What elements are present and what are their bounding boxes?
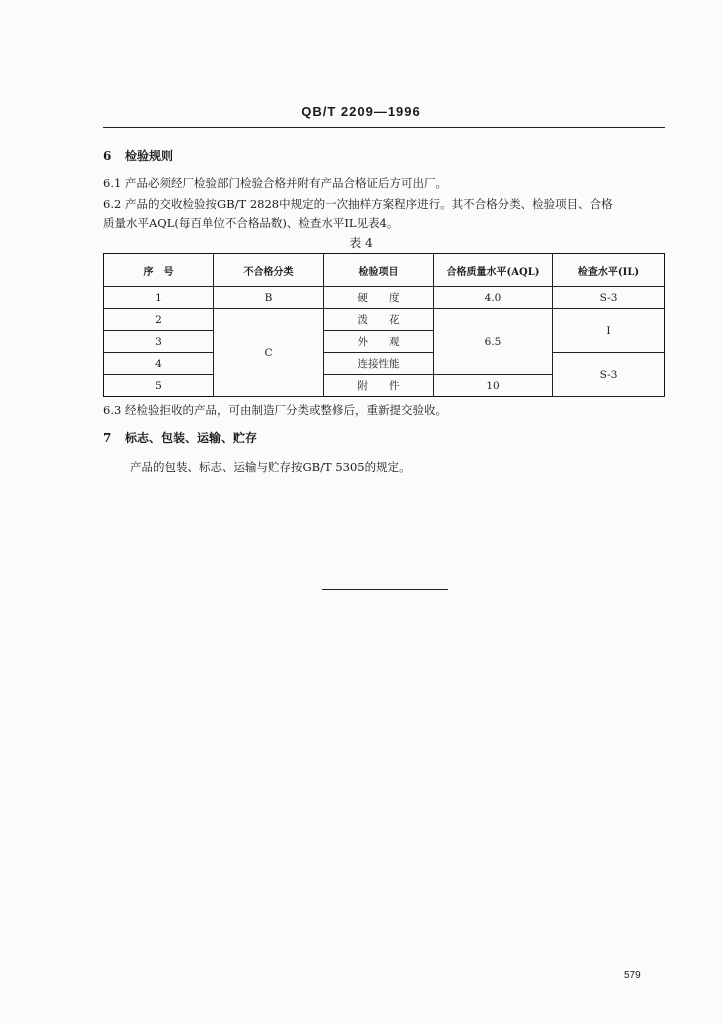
header-class: 不合格分类 xyxy=(214,254,324,287)
item-cell: 硬 度 xyxy=(324,287,434,309)
aql-cell: 10 xyxy=(434,375,553,397)
clause-6-2-number: 6.2 xyxy=(103,197,122,211)
clause-6-3-text: 经检验拒收的产品，可由制造厂分类或整修后，重新提交验收。 xyxy=(125,403,447,417)
section-6-heading xyxy=(103,147,173,165)
seq-cell: 5 xyxy=(104,375,214,397)
clause-6-2-text-line1: 产品的交收检验按GB/T 2828中规定的一次抽样方案程序进行。其不合格分类、检验项目、合格 xyxy=(125,197,613,211)
section-7-number: 7 xyxy=(103,431,112,445)
clause-6-1-text: 产品必须经厂检验部门检验合格并附有产品合格证后方可出厂。 xyxy=(125,176,447,190)
page-number: 579 xyxy=(624,970,641,981)
item-cell: 外 观 xyxy=(324,331,434,353)
standard-code-header: QB/T 2209—1996 xyxy=(301,104,421,119)
item-cell: 附 件 xyxy=(324,375,434,397)
il-cell-merged: Ⅰ xyxy=(553,309,665,353)
seq-cell: 2 xyxy=(104,309,214,331)
aql-cell-merged: 6.5 xyxy=(434,309,553,375)
class-c-cell: C xyxy=(214,309,324,397)
section-7-title: 标志、包装、运输、贮存 xyxy=(125,431,258,445)
seq-cell: 3 xyxy=(104,331,214,353)
table-caption: 表 4 xyxy=(349,236,373,250)
aql-cell: 4.0 xyxy=(434,287,553,309)
section-6-title: 检验规则 xyxy=(125,149,174,163)
clause-6-2-text-line2: 质量水平AQL(每百单位不合格品数)、检查水平IL见表4。 xyxy=(103,216,399,230)
clause-6-1 xyxy=(103,174,447,192)
seq-cell: 1 xyxy=(104,287,214,309)
clause-6-3 xyxy=(103,401,447,419)
clause-6-3-number: 6.3 xyxy=(103,403,122,417)
header-il: 检查水平(IL) xyxy=(553,254,665,287)
item-cell: 泼 花 xyxy=(324,309,434,331)
header-item: 检验项目 xyxy=(324,254,434,287)
end-rule xyxy=(322,589,448,590)
section-7-text: 产品的包装、标志、运输与贮存按GB/T 5305的规定。 xyxy=(130,460,411,474)
item-cell: 连接性能 xyxy=(324,353,434,375)
inspection-table xyxy=(103,253,665,397)
header-rule xyxy=(103,127,665,128)
il-cell: S-3 xyxy=(553,287,665,309)
clause-6-1-number: 6.1 xyxy=(103,176,122,190)
class-b-cell: B xyxy=(214,287,324,309)
header-seq: 序 号 xyxy=(104,254,214,287)
clause-6-2-line1 xyxy=(103,195,613,213)
header-aql: 合格质量水平(AQL) xyxy=(434,254,553,287)
section-6-number: 6 xyxy=(103,149,112,163)
seq-cell: 4 xyxy=(104,353,214,375)
il-cell-merged: S-3 xyxy=(553,353,665,397)
section-7-heading xyxy=(103,429,257,447)
